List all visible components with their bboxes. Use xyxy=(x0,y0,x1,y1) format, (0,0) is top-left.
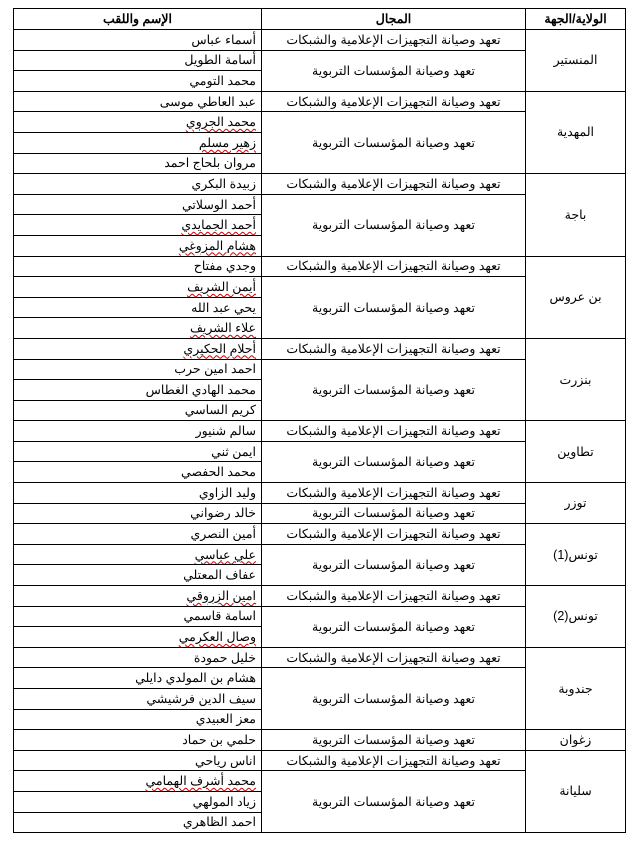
person-name: أحلام الحكيري xyxy=(183,341,256,356)
name-cell xyxy=(14,771,262,792)
state-cell: تونس(1) xyxy=(526,524,626,586)
header-state: الولاية/الجهة xyxy=(526,9,626,30)
state-cell: زغوان xyxy=(526,730,626,751)
table-row xyxy=(14,91,626,112)
state-cell: باجة xyxy=(526,174,626,256)
header-name: الإسم واللقب xyxy=(14,9,262,30)
person-name: ايمن ثني xyxy=(211,444,256,459)
person-name: محمد الحفصي xyxy=(181,465,256,480)
field-cell: تعهد وصيانة التجهيزات الإعلامية والشبكات xyxy=(262,524,526,545)
person-name: امين الزروقي xyxy=(186,588,256,603)
person-name: أيمن الشريف xyxy=(187,279,256,294)
field-cell: تعهد وصيانة المؤسسات التربوية xyxy=(262,771,526,833)
person-name: علي عباسي xyxy=(194,547,256,562)
name-cell xyxy=(14,112,262,133)
table-row xyxy=(14,647,626,668)
person-name: زبيدة البكري xyxy=(191,176,256,191)
field-cell: تعهد وصيانة التجهيزات الإعلامية والشبكات xyxy=(262,586,526,607)
person-name: معز العبيدي xyxy=(195,712,256,727)
person-name: خالد رضواني xyxy=(190,506,256,521)
field-cell: تعهد وصيانة المؤسسات التربوية xyxy=(262,503,526,524)
person-name: علاء الشريف xyxy=(189,321,256,336)
person-name: أحمد الوسلاتي xyxy=(181,197,256,212)
table-row xyxy=(14,174,626,195)
person-name: احمد الظاهري xyxy=(182,815,256,830)
name-cell xyxy=(14,30,262,51)
name-cell xyxy=(14,689,262,710)
header-row xyxy=(14,9,626,30)
person-name: كريم الساسي xyxy=(184,403,256,418)
name-cell xyxy=(14,256,262,277)
name-cell xyxy=(14,441,262,462)
person-name: سالم شنيور xyxy=(195,424,256,439)
person-name: اناس رياحي xyxy=(195,753,256,768)
person-name: أمين النصري xyxy=(190,527,256,542)
name-cell xyxy=(14,91,262,112)
person-name: محمد الهادي الغطاس xyxy=(145,382,256,397)
field-cell: تعهد وصيانة التجهيزات الإعلامية والشبكات xyxy=(262,647,526,668)
field-cell: تعهد وصيانة المؤسسات التربوية xyxy=(262,112,526,174)
name-cell xyxy=(14,318,262,339)
name-cell xyxy=(14,791,262,812)
field-cell: تعهد وصيانة التجهيزات الإعلامية والشبكات xyxy=(262,30,526,51)
field-cell: تعهد وصيانة التجهيزات الإعلامية والشبكات xyxy=(262,483,526,504)
field-cell: تعهد وصيانة المؤسسات التربوية xyxy=(262,544,526,585)
name-cell xyxy=(14,565,262,586)
person-name: أسماء عباس xyxy=(191,32,256,47)
table-row xyxy=(14,421,626,442)
person-name: أحمد الجمايدي xyxy=(181,218,256,233)
state-cell: بن عروس xyxy=(526,256,626,338)
name-cell xyxy=(14,277,262,298)
field-cell: تعهد وصيانة التجهيزات الإعلامية والشبكات xyxy=(262,256,526,277)
person-name: محمد الجروي xyxy=(185,115,256,130)
person-name: وصال العكرمي xyxy=(178,630,256,645)
name-cell xyxy=(14,153,262,174)
name-cell xyxy=(14,215,262,236)
field-cell: تعهد وصيانة المؤسسات التربوية xyxy=(262,359,526,421)
person-name: زهير مسلم xyxy=(198,135,256,150)
person-name: مروان بلحاج احمد xyxy=(164,156,256,171)
name-cell xyxy=(14,421,262,442)
state-cell: بنزرت xyxy=(526,338,626,420)
field-cell: تعهد وصيانة التجهيزات الإعلامية والشبكات xyxy=(262,174,526,195)
field-cell: تعهد وصيانة التجهيزات الإعلامية والشبكات xyxy=(262,421,526,442)
name-cell xyxy=(14,338,262,359)
name-cell xyxy=(14,586,262,607)
field-cell: تعهد وصيانة المؤسسات التربوية xyxy=(262,50,526,91)
field-cell: تعهد وصيانة التجهيزات الإعلامية والشبكات xyxy=(262,338,526,359)
field-cell: تعهد وصيانة التجهيزات الإعلامية والشبكات xyxy=(262,91,526,112)
name-cell xyxy=(14,235,262,256)
name-cell xyxy=(14,606,262,627)
name-cell xyxy=(14,297,262,318)
table-row xyxy=(14,730,626,751)
person-name: هشام بن المولدي دايلي xyxy=(135,671,256,686)
name-cell xyxy=(14,503,262,524)
person-name: يحي عبد الله xyxy=(191,300,256,315)
name-cell xyxy=(14,71,262,92)
name-cell xyxy=(14,524,262,545)
name-cell xyxy=(14,750,262,771)
assignments-table xyxy=(13,8,626,833)
name-cell xyxy=(14,627,262,648)
field-cell: تعهد وصيانة المؤسسات التربوية xyxy=(262,441,526,482)
name-cell xyxy=(14,668,262,689)
table-row xyxy=(14,524,626,545)
name-cell xyxy=(14,132,262,153)
state-cell: توزر xyxy=(526,483,626,524)
name-cell xyxy=(14,400,262,421)
state-cell: تطاوين xyxy=(526,421,626,483)
table-row xyxy=(14,750,626,771)
name-cell xyxy=(14,462,262,483)
field-cell: تعهد وصيانة المؤسسات التربوية xyxy=(262,194,526,256)
table-row xyxy=(14,338,626,359)
name-cell xyxy=(14,544,262,565)
person-name: خليل حمودة xyxy=(193,650,256,665)
table-row xyxy=(14,586,626,607)
name-cell xyxy=(14,50,262,71)
name-cell xyxy=(14,380,262,401)
name-cell xyxy=(14,647,262,668)
field-cell: تعهد وصيانة التجهيزات الإعلامية والشبكات xyxy=(262,750,526,771)
person-name: هشام المزوغي xyxy=(178,238,256,253)
field-cell: تعهد وصيانة المؤسسات التربوية xyxy=(262,277,526,339)
state-cell: سليانة xyxy=(526,750,626,832)
person-name: أسامة الطويل xyxy=(184,53,256,68)
table-row xyxy=(14,483,626,504)
field-cell: تعهد وصيانة المؤسسات التربوية xyxy=(262,668,526,730)
person-name: سيف الدين فرشيشي xyxy=(146,691,256,706)
person-name: حلمي بن حماد xyxy=(182,732,256,747)
state-cell: تونس(2) xyxy=(526,586,626,648)
state-cell: المهدية xyxy=(526,91,626,173)
person-name: اسامة قاسمي xyxy=(183,609,256,624)
person-name: زياد المولهي xyxy=(192,794,256,809)
name-cell xyxy=(14,359,262,380)
person-name: محمد أشرف الهمامي xyxy=(145,774,256,789)
name-cell xyxy=(14,709,262,730)
name-cell xyxy=(14,174,262,195)
name-cell xyxy=(14,194,262,215)
person-name: وليد الزاوي xyxy=(198,485,256,500)
person-name: عبد العاطي موسى xyxy=(159,94,256,109)
name-cell xyxy=(14,483,262,504)
person-name: عفاف المعتلي xyxy=(183,568,256,583)
name-cell xyxy=(14,812,262,833)
state-cell: جندوبة xyxy=(526,647,626,729)
field-cell: تعهد وصيانة المؤسسات التربوية xyxy=(262,730,526,751)
header-field: المجال xyxy=(262,9,526,30)
person-name: وجدي مفتاح xyxy=(193,259,256,274)
table-row xyxy=(14,30,626,51)
field-cell: تعهد وصيانة المؤسسات التربوية xyxy=(262,606,526,647)
person-name: محمد التومي xyxy=(189,73,256,88)
table-row xyxy=(14,256,626,277)
person-name: احمد امين حرب xyxy=(174,362,256,377)
name-cell xyxy=(14,730,262,751)
state-cell: المنستير xyxy=(526,30,626,92)
